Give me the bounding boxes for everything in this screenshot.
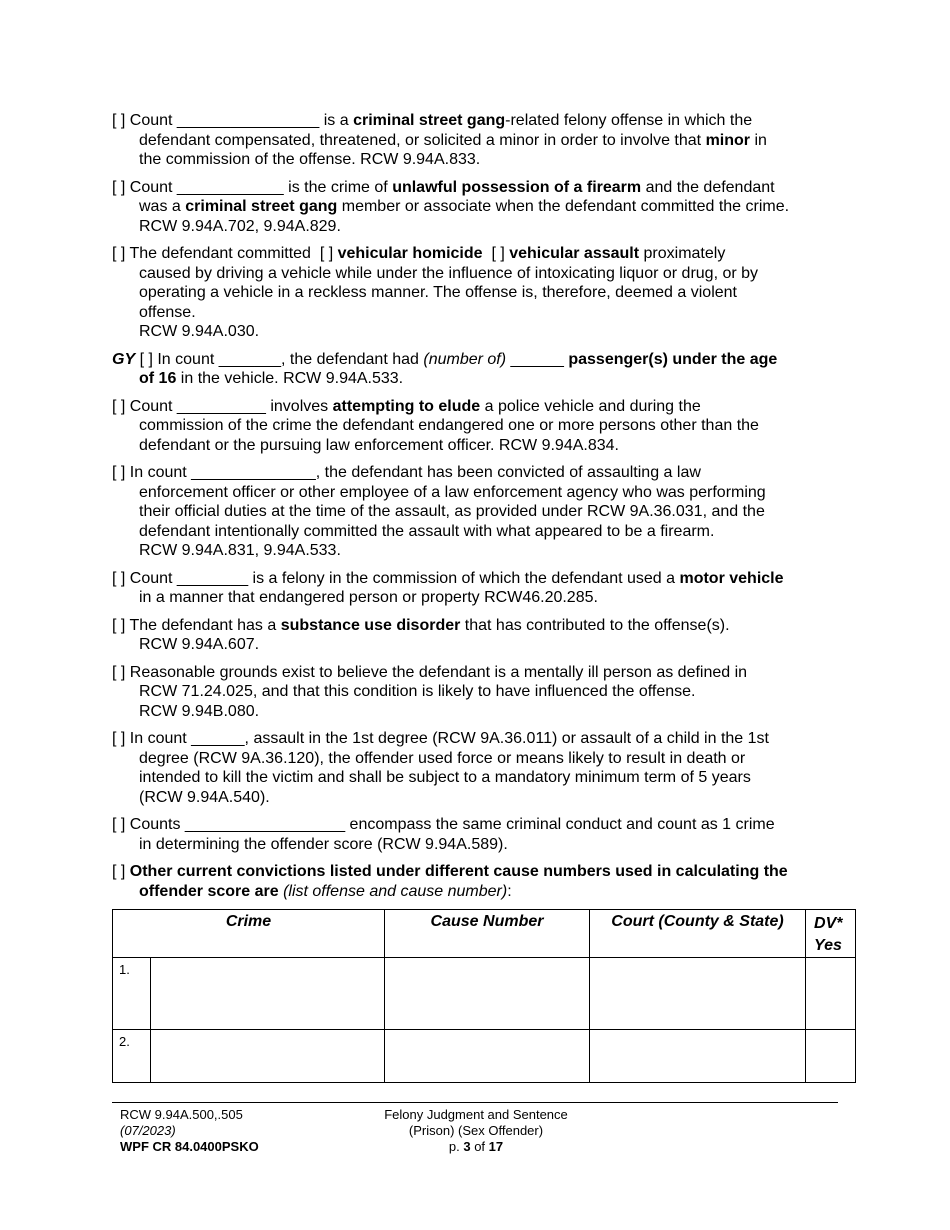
finding-item xyxy=(112,397,842,456)
footer-date: (07/2023) xyxy=(120,1123,176,1138)
finding-item xyxy=(112,663,842,722)
finding-item xyxy=(112,463,842,561)
finding-continuation: was a criminal street gang member or associate when the defendant committed the crime. RCW 9.94A.702, 9.94A.829. xyxy=(139,198,790,235)
row-number: 1. xyxy=(113,958,151,1030)
court-cell[interactable] xyxy=(590,1030,806,1083)
cause-number-cell[interactable] xyxy=(385,1030,590,1083)
finding-first-line: [ ] The defendant has a substance use disorder that has contributed to the offense(s). xyxy=(112,616,730,634)
crime-cell[interactable] xyxy=(151,1030,385,1083)
header-dv-yes: DV* Yes xyxy=(806,910,856,958)
finding-first-line: [ ] Reasonable grounds exist to believe the defendant is a mentally ill person as defined in xyxy=(112,663,748,681)
finding-item xyxy=(112,616,842,655)
finding-first-line: [ ] In count ______, assault in the 1st degree (RCW 9A.36.011) or assault of a child in the 1st xyxy=(112,730,769,747)
finding-continuation: of 16 in the vehicle. RCW 9.94A.533. xyxy=(139,370,404,387)
header-crime: Crime xyxy=(113,910,385,958)
other-convictions-table xyxy=(112,909,856,1083)
finding-item xyxy=(112,244,842,342)
finding-item xyxy=(112,569,842,608)
footer-left xyxy=(120,1107,259,1155)
court-cell[interactable] xyxy=(590,958,806,1030)
header-court: Court (County & State) xyxy=(590,910,806,958)
footer-divider xyxy=(112,1102,838,1103)
finding-item xyxy=(112,350,842,389)
footer-rcw: RCW 9.94A.500,.505 xyxy=(120,1107,243,1122)
finding-continuation: commission of the crime the defendant endangered one or more persons other than the defendant or the pursuing law enforcement officer. RCW 9.94A.834. xyxy=(139,417,759,454)
finding-continuation: RCW 71.24.025, and that this condition is likely to have influenced the offense. RCW 9.94B.080. xyxy=(139,683,696,720)
finding-item xyxy=(112,862,842,901)
finding-item xyxy=(112,178,842,237)
footer-title: Felony Judgment and Sentence xyxy=(384,1107,568,1122)
finding-continuation: degree (RCW 9A.36.120), the offender used force or means likely to result in death or intended to kill the victim and shall be subject to a mandatory minimum term of 5 years (RCW 9.94A.540). xyxy=(139,749,751,806)
header-cause-number: Cause Number xyxy=(385,910,590,958)
finding-item xyxy=(112,815,842,854)
finding-continuation: caused by driving a vehicle while under the influence of intoxicating liquor or drug, or by operating a vehicle in a reckless manner. The offense is, therefore, deemed a violent offense. RCW 9.94A.030. xyxy=(139,264,759,340)
finding-continuation: RCW 9.94A.607. xyxy=(139,636,260,653)
dv-cell[interactable] xyxy=(806,958,856,1030)
finding-continuation: in a manner that endangered person or property RCW46.20.285. xyxy=(139,589,598,606)
finding-first-line: [ ] Other current convictions listed under different cause numbers used in calculating the xyxy=(112,863,788,880)
finding-first-line: [ ] In count ______________, the defendant has been convicted of assaulting a law xyxy=(112,464,701,481)
finding-continuation: defendant compensated, threatened, or solicited a minor in order to involve that minor in the commission of the offense. RCW 9.94A.833. xyxy=(139,131,767,168)
document-body xyxy=(112,111,842,1083)
page-number: p. 3 of 17 xyxy=(448,1139,504,1154)
finding-first-line: [ ] Count __________ involves attempting to elude a police vehicle and during the xyxy=(112,397,701,415)
finding-item xyxy=(112,111,842,170)
table-header-row xyxy=(113,910,856,958)
table-row xyxy=(113,958,856,1030)
footer-subtitle: (Prison) (Sex Offender) xyxy=(408,1123,544,1138)
finding-first-line: [ ] Counts __________________ encompass the same criminal conduct and count as 1 crime xyxy=(112,816,775,833)
finding-item xyxy=(112,729,842,807)
dv-cell[interactable] xyxy=(806,1030,856,1083)
finding-continuation: enforcement officer or other employee of a law enforcement agency who was performing their official duties at the time of the assault, as provided under RCW 9A.36.031, and the defendant intentionally committed the assault with what appeared to be a firearm. RCW 9.94A.831, 9.94A.533. xyxy=(139,483,766,559)
cause-number-cell[interactable] xyxy=(385,958,590,1030)
finding-first-line: [ ] Count ________________ is a criminal street gang-related felony offense in which the xyxy=(112,112,753,129)
finding-continuation: in determining the offender score (RCW 9.94A.589). xyxy=(139,835,508,853)
crime-cell[interactable] xyxy=(151,958,385,1030)
footer-form-number: WPF CR 84.0400PSKO xyxy=(120,1139,259,1154)
finding-continuation: offender score are (list offense and cause number): xyxy=(139,882,512,900)
findings-list xyxy=(112,111,842,901)
finding-first-line: GY [ ] In count _______, the defendant had (number of) ______ passenger(s) under the age xyxy=(112,350,778,368)
row-number: 2. xyxy=(113,1030,151,1083)
finding-first-line: [ ] Count ____________ is the crime of unlawful possession of a firearm and the defendant xyxy=(112,178,775,196)
footer-center xyxy=(330,1107,622,1155)
finding-first-line: [ ] Count ________ is a felony in the commission of which the defendant used a motor vehicle xyxy=(112,569,784,587)
table-row xyxy=(113,1030,856,1083)
finding-first-line: [ ] The defendant committed [ ] vehicular homicide [ ] vehicular assault proximately xyxy=(112,245,726,262)
